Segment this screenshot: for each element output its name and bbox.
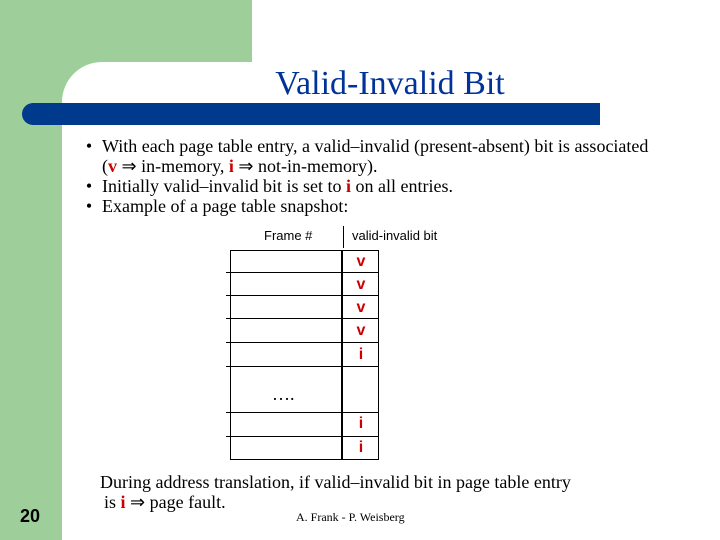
bit-cell: i bbox=[358, 346, 364, 363]
bullet-item bbox=[76, 176, 716, 196]
invalid-bit-marker: i bbox=[120, 492, 126, 512]
row-tick bbox=[226, 366, 231, 367]
bit-cell: v bbox=[356, 322, 366, 339]
bit-cell: v bbox=[356, 276, 366, 293]
slide-number: 20 bbox=[19, 506, 41, 526]
bit-cell: i bbox=[358, 415, 364, 432]
frame-column-header: Frame # bbox=[264, 228, 313, 243]
bit-cell: v bbox=[356, 253, 366, 270]
page-fault-note bbox=[100, 472, 571, 512]
invalid-bit-marker: i bbox=[228, 156, 234, 176]
table-ellipsis: …. bbox=[272, 384, 295, 404]
row-tick bbox=[226, 412, 231, 413]
row-tick bbox=[226, 318, 231, 319]
bullet-list bbox=[76, 136, 716, 216]
note-line-2-post: ⇒ page fault. bbox=[125, 492, 226, 512]
slide-title: Valid-Invalid Bit bbox=[275, 65, 505, 102]
bullet-item bbox=[76, 136, 716, 156]
bullet-1-cont-a: ( bbox=[102, 156, 108, 176]
valid-bit-marker: v bbox=[108, 156, 117, 176]
bullet-icon: • bbox=[85, 176, 93, 196]
bit-cell: v bbox=[356, 299, 366, 316]
footer-credit: A. Frank - P. Weisberg bbox=[296, 510, 405, 524]
bullet-icon: • bbox=[85, 136, 93, 156]
bullet-3-text: Example of a page table snapshot: bbox=[102, 196, 349, 216]
invalid-bit-marker: i bbox=[345, 176, 351, 196]
bullet-2-pre: Initially valid–invalid bit is set to bbox=[102, 176, 346, 196]
bit-cell: i bbox=[358, 439, 364, 456]
row-tick bbox=[226, 436, 231, 437]
bullet-icon: • bbox=[85, 196, 93, 216]
title-underline-bar bbox=[22, 103, 600, 125]
frame-number-column bbox=[230, 250, 342, 460]
bullet-text bbox=[102, 176, 716, 196]
note-line-2 bbox=[100, 492, 571, 512]
bullet-text bbox=[102, 136, 716, 156]
header-divider bbox=[343, 226, 344, 248]
green-sidebar-decoration bbox=[0, 0, 62, 540]
note-line-1: During address translation, if valid–invalid bit in page table entry bbox=[100, 472, 571, 492]
row-tick bbox=[226, 272, 231, 273]
bullet-1-cont-c: ⇒ not-in-memory). bbox=[233, 156, 378, 176]
bullet-2-post: on all entries. bbox=[351, 176, 453, 196]
valid-invalid-column-header: valid-invalid bit bbox=[352, 228, 438, 243]
note-line-2-pre: is bbox=[104, 492, 121, 512]
bullet-item bbox=[76, 196, 716, 216]
row-tick bbox=[226, 342, 231, 343]
table-row-divider bbox=[230, 366, 379, 367]
bullet-1-cont-b: ⇒ in-memory, bbox=[117, 156, 229, 176]
table-row-divider bbox=[230, 342, 379, 343]
bullet-1-text: With each page table entry, a valid–invalid (present-absent) bit is associated bbox=[102, 136, 649, 156]
row-tick bbox=[226, 295, 231, 296]
bullet-continuation bbox=[76, 156, 716, 176]
